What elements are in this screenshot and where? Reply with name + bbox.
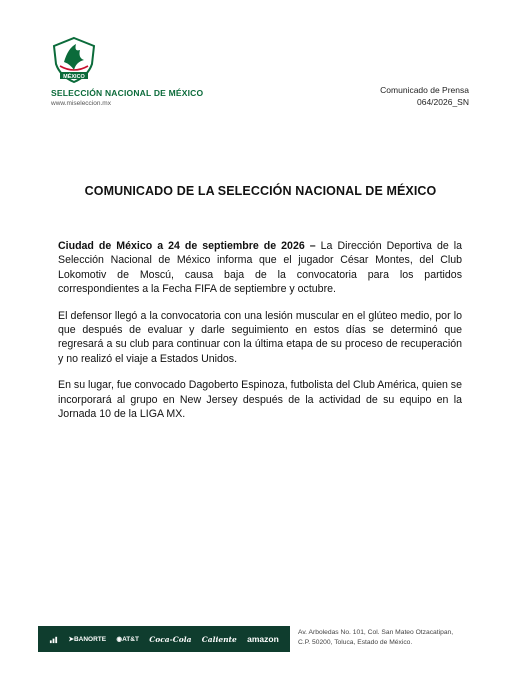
- banorte-arrow-icon: ➤: [68, 636, 74, 643]
- dateline: Ciudad de México a 24 de septiembre de 2026 –: [58, 240, 316, 252]
- adidas-logo-icon: [49, 635, 58, 644]
- footer-address: [298, 628, 453, 648]
- logo-text: MÉXICO: [63, 74, 85, 80]
- organization-name: SELECCIÓN NACIONAL DE MÉXICO: [51, 88, 204, 98]
- address-line-1: Av. Arboledas No. 101, Col. San Mateo Otzacatipan,: [298, 629, 454, 636]
- document-headline: COMUNICADO DE LA SELECCIÓN NACIONAL DE MÉXICO: [84, 184, 437, 198]
- att-globe-icon: ◉: [116, 636, 123, 643]
- address-line-2: C.P. 50200, Toluca, Estado de México.: [298, 639, 413, 646]
- paragraph-1: [58, 239, 462, 297]
- sponsor-caliente: Caliente: [201, 634, 237, 644]
- sponsor-cocacola: Coca-Cola: [149, 634, 192, 644]
- website-link[interactable]: www.miseleccion.mx: [51, 100, 111, 107]
- sponsor-amazon: amazon: [247, 634, 279, 644]
- sponsor-att: ◉AT&T: [116, 636, 139, 643]
- paragraph-1-text: La Dirección Deportiva de la Selección Nacional de México informa que el jugador César Montes, del Club Lokomotiv de Moscú, causa baja de la convocatoria para los partidos correspondientes a la Fecha FIFA de septiembre y octubre.: [58, 240, 462, 296]
- document-body: [58, 239, 462, 433]
- press-release-info: [380, 84, 469, 108]
- sponsor-bar: [38, 626, 290, 652]
- federation-crest-logo: [50, 34, 98, 84]
- press-number: 064/2026_SN: [417, 97, 469, 107]
- paragraph-3: En su lugar, fue convocado Dagoberto Espinoza, futbolista del Club América, quien se incorporará al grupo en New Jersey después de la actividad de su equipo en la Jornada 10 de la LIGA MX.: [58, 379, 462, 421]
- sponsor-banorte: ➤BANORTE: [68, 636, 107, 643]
- press-label: Comunicado de Prensa: [380, 85, 469, 95]
- paragraph-2: El defensor llegó a la convocatoria con una lesión muscular en el glúteo medio, por lo que después de evaluar y darle seguimiento en estos días se determinó que regresará a su club para continuar con la última etapa de su proceso de recuperación y no realizó el viaje a Estados Unidos.: [58, 309, 462, 365]
